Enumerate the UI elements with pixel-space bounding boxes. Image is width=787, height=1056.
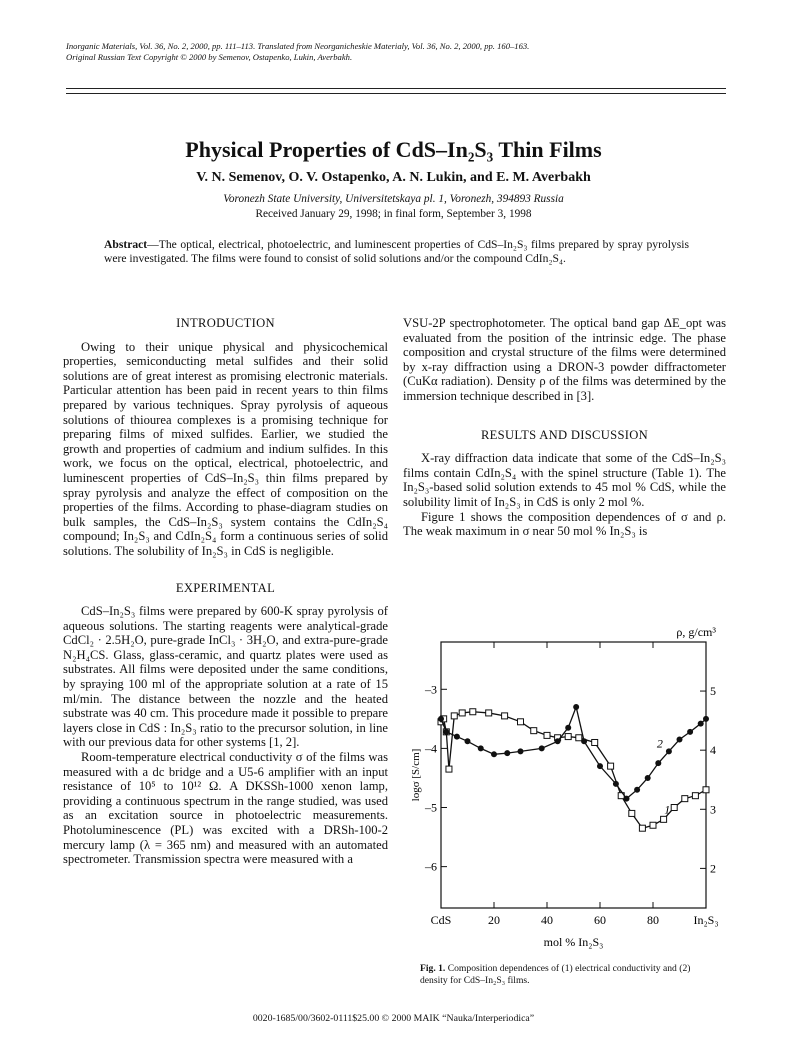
y-left-tick-label: –6 (425, 859, 437, 874)
series-2-point (555, 738, 561, 744)
x-tick-label: 60 (594, 913, 606, 927)
series-2-line (441, 707, 706, 799)
series-2-point (581, 738, 587, 744)
y-right-tick-label: 5 (710, 684, 716, 699)
received-dates: Received January 29, 1998; in final form, September 3, 1998 (255, 208, 532, 220)
series-2-point (454, 734, 460, 740)
right-column (403, 316, 726, 539)
abstract-text: —The optical, electrical, photoelectric, and luminescent properties of CdS–In₂S₃ films prepared by spray pyrolysis were investigated. The films were found to consist of solid solutions and/or the compound CdIn₂S₄. (104, 238, 689, 265)
caption-text: Composition dependences of (1) electrical conductivity and (2) density for CdS–In₂S₃ films. (420, 963, 691, 986)
series-1-point (565, 734, 571, 740)
figure-caption (420, 963, 720, 987)
y-left-tick-label: –5 (425, 800, 437, 815)
series-1-point (459, 710, 465, 716)
x-tick-label: 20 (488, 913, 500, 927)
series-2-point (573, 704, 579, 710)
y-right-axis-label: ρ, g/cm³ (676, 625, 716, 639)
x-tick-label: 40 (541, 913, 553, 927)
left-column (63, 316, 388, 867)
series-1-point (544, 732, 550, 738)
series-1-point (486, 710, 492, 716)
abstract-label: Abstract (104, 238, 148, 251)
y-right-tick-label: 2 (710, 861, 716, 876)
results-heading: RESULTS AND DISCUSSION (480, 427, 649, 442)
series-1-point (502, 713, 508, 719)
y-left-axis-label: logσ [S/cm] (410, 748, 422, 802)
x-axis-label: mol % In₂S₃ (543, 935, 604, 949)
series-1-point (518, 719, 524, 725)
series-1-point (451, 713, 457, 719)
series-1-point (446, 766, 452, 772)
series-1-point (592, 739, 598, 745)
figure-1-chart (402, 618, 732, 963)
series-1-point (531, 728, 537, 734)
series-1-point (576, 735, 582, 741)
series-1-point (671, 805, 677, 811)
x-tick-label: In₂S₃ (693, 913, 719, 927)
series-2-point (634, 787, 640, 793)
header-rule-top (66, 88, 726, 89)
results-paragraph-1: X-ray diffraction data indicate that some of the CdS–In₂S₃ films contain CdIn₂S₄ with the spinel structure (Table 1). The In₂S₃-based solid solution extends to 45 mol % CdS, while the solubility limit of In₂S₃ in CdS is only 2 mol %. (403, 451, 726, 509)
paper-authors: V. N. Semenov, O. V. Ostapenko, A. N. Lukin, and E. M. Averbakh (196, 170, 591, 185)
page-footer: 0020-1685/00/3602-0111$25.00 © 2000 MAIK “Nauka/Interperiodica” (252, 1013, 535, 1024)
header-rule-bottom (66, 93, 726, 94)
y-left-tick-label: –4 (425, 741, 437, 756)
series-2-point (624, 796, 630, 802)
series-2-point (565, 725, 571, 731)
series-2-point (677, 737, 683, 743)
intro-paragraph: Owing to their unique physical and physicochemical properties, semiconducting metal sulfides and their solid solutions are of great interest as promising electronic materials. Particular attention has been paid in recent years to thin films prepared by various techniques. Spray pyrolysis of aqueous solutions of thiourea complexes is a promising technique for preparing films of mixed sulfides. Earlier, we studied the growth and properties of cadmium and indium sulfides. In this work, we focus on the optical, electrical, photoelectric, and luminescent properties of CdS–In₂S₃ thin films prepared by spray pyrolysis and analyze the effect of composition on the properties of the films. According to phase-diagram studies on bulk samples, the CdS–In₂S₃ system contains the CdIn₂S₄ compound; In₂S₃ and CdIn₂S₄ form a continuous series of solid solutions. The solubility of In₂S₃ in CdS is negligible. (63, 339, 388, 558)
results-paragraph-2: Figure 1 shows the composition dependences of σ and ρ. The weak maximum in σ near 50 mol % In₂S₃ is (403, 509, 726, 539)
paper-affiliation: Voronezh State University, Universitetskaya pl. 1, Voronezh, 394893 Russia (223, 193, 564, 205)
series-2-label: 2 (656, 736, 663, 751)
paper-title: Physical Properties of CdS–In₂S₃ Thin Films (185, 137, 602, 162)
experimental-paragraph-1: CdS–In₂S₃ films were prepared by 600-K spray pyrolysis of aqueous solutions. The starting reagents were analytical-grade CdCl₂ · 2.5H₂O, pure-grade InCl₃ · 3H₂O, and extra-pure-grade N₂H₄CS. Glass, glass-ceramic, and quartz plates were used as substrates. All films were deposited under the same conditions, by spraying 100 ml of the appropriate solution at a rate of 15 ml/min. The distance between the nozzle and the heated substrate was 40 cm. This procedure made it possible to prepare layers close in CdS : In₂S₃ ratio to the precursor solution, in line with our previous data for other systems [1, 2]. (63, 604, 388, 750)
series-1-point (692, 793, 698, 799)
series-2-point (443, 729, 449, 735)
y-left-tick-label: –3 (425, 682, 437, 697)
series-2-point (438, 716, 444, 722)
series-1-point (639, 825, 645, 831)
series-1-point (650, 822, 656, 828)
caption-label: Fig. 1. (420, 963, 446, 974)
y-right-tick-label: 4 (710, 743, 716, 758)
series-2-point (465, 738, 471, 744)
series-1-point (629, 810, 635, 816)
series-2-point (504, 750, 510, 756)
intro-heading: INTRODUCTION (176, 316, 275, 330)
journal-header-line2: Original Russian Text Copyright © 2000 by Semenov, Ostapenko, Lukin, Averbakh. (66, 52, 353, 62)
abstract (104, 238, 689, 266)
series-2-point (613, 781, 619, 787)
series-1-label: 1 (664, 802, 671, 817)
series-1-point (661, 816, 667, 822)
y-right-tick-label: 3 (710, 802, 716, 817)
series-2-point (703, 716, 709, 722)
series-2-point (597, 763, 603, 769)
series-2-point (518, 748, 524, 754)
series-1-point (608, 763, 614, 769)
x-tick-label: CdS (430, 913, 452, 927)
series-1-point (682, 796, 688, 802)
series-1-point (703, 787, 709, 793)
methods-continued: VSU-2P spectrophotometer. The optical band gap ΔE_opt was evaluated from the position of the intrinsic edge. The phase composition and crystal structure of the films were determined by x-ray diffraction using a DRON-3 powder diffractometer (CuKα radiation). Density ρ of the films was determined by the immersion technique described in [3]. (403, 316, 726, 403)
series-1-point (470, 709, 476, 715)
series-2-point (687, 729, 693, 735)
series-2-point (491, 751, 497, 757)
series-2-point (666, 748, 672, 754)
journal-header-line1: Inorganic Materials, Vol. 36, No. 2, 2000, pp. 111–113. Translated from Neorganicheskie Materialy, Vol. 36, No. 2, 2000, pp. 160–163. (66, 41, 530, 51)
journal-header (66, 41, 726, 63)
series-2-point (478, 745, 484, 751)
series-2-point (645, 775, 651, 781)
series-2-point (539, 745, 545, 751)
plot-frame (441, 642, 706, 908)
experimental-heading: EXPERIMENTAL (175, 580, 276, 595)
series-2-point (698, 721, 704, 727)
experimental-paragraph-2: Room-temperature electrical conductivity σ of the films was measured with a dc bridge and a U5-6 amplifier with an input resistance of 10⁵ to 10¹² Ω. A DKSSh-1000 xenon lamp, providing a continuous spectrum in the range studied, was used as an excitation source in photoelectric measurements. Photoluminescence (PL) was excited with a DRSh-100-2 mercury lamp (λ = 365 nm) and measured with an automated spectrometer. Transmission spectra were measured with a (63, 750, 388, 867)
x-tick-label: 80 (647, 913, 659, 927)
series-2-point (655, 760, 661, 766)
